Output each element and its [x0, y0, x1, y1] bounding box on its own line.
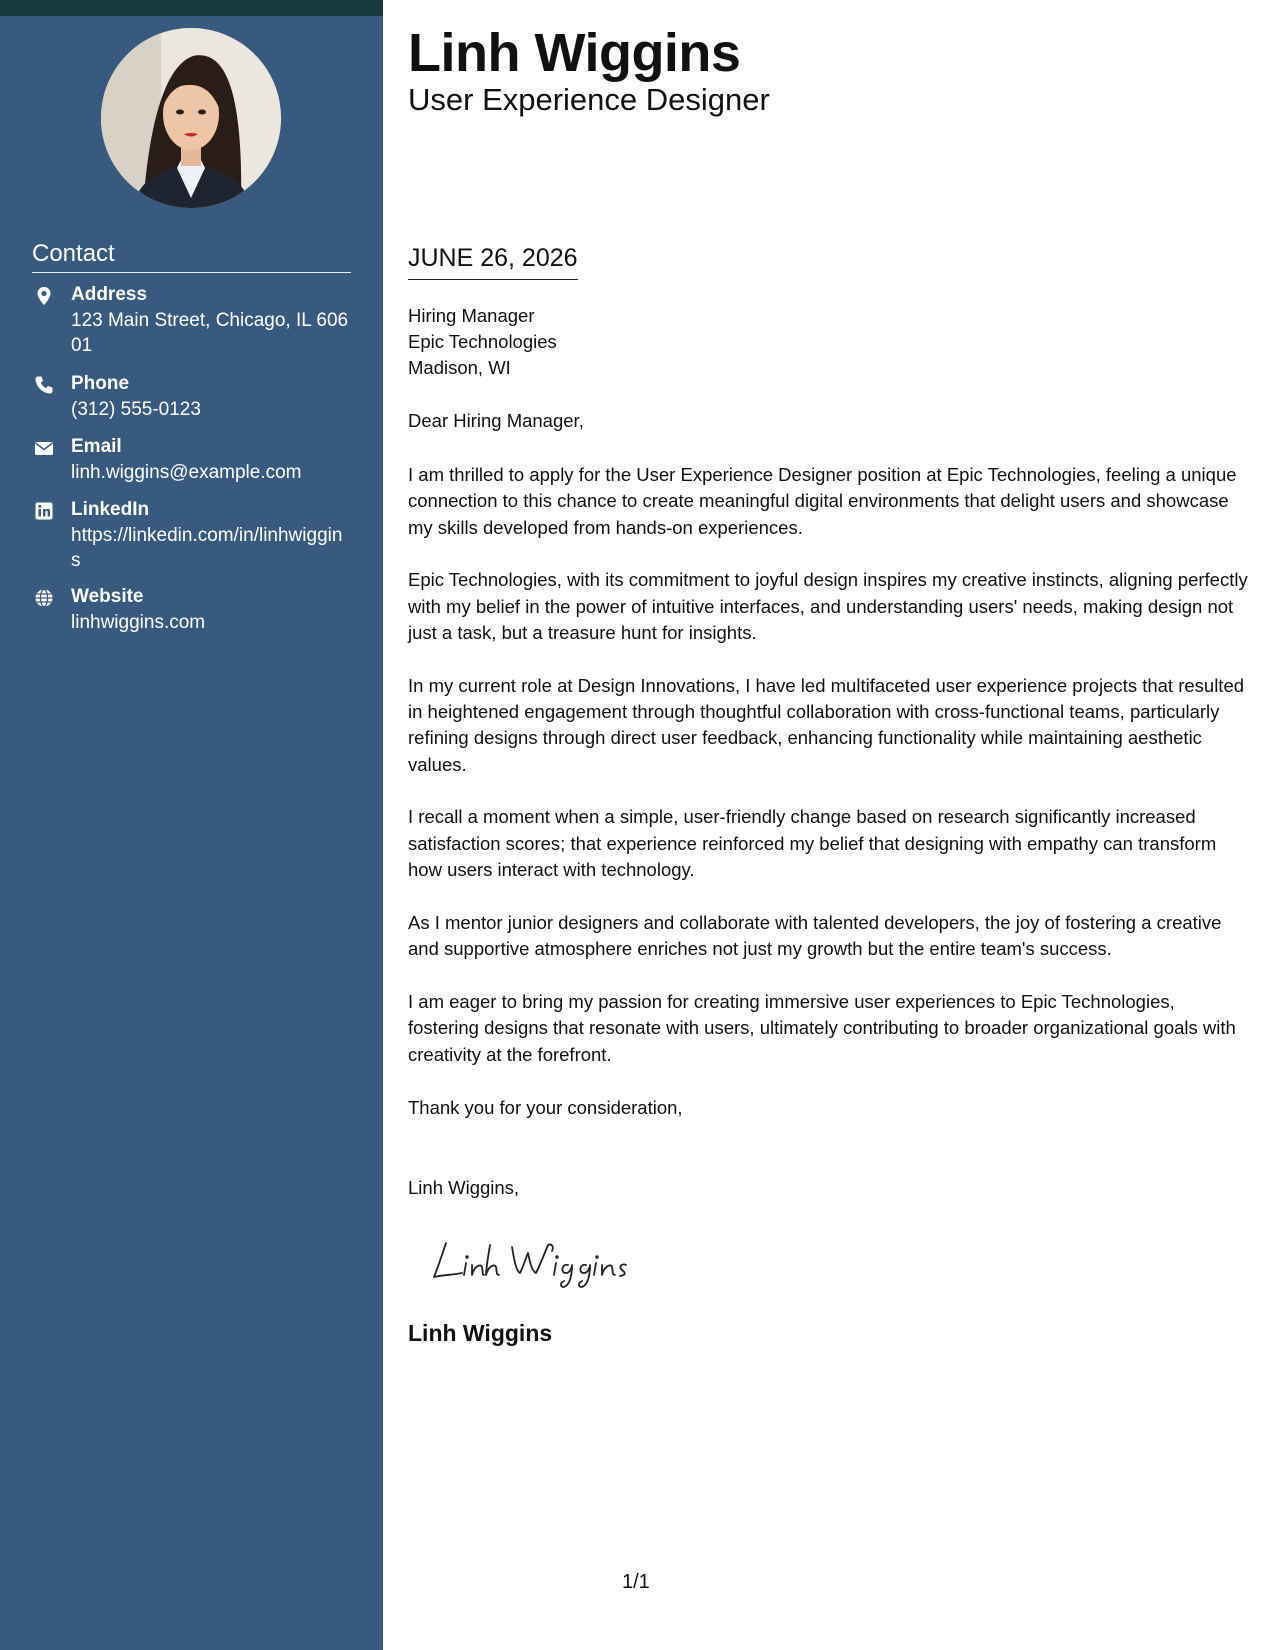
letter-paragraph: In my current role at Design Innovations, I have led multifaceted user experience projects that resulted in heightened engagement through thoughtful collaboration with cross-functional teams, particularly refining designs through direct user feedback, enhancing functionality while maintaining aesthetic values. — [408, 674, 1245, 775]
letter-paragraph: As I mentor junior designers and collaborate with talented developers, the joy of fostering a creative and supportive atmosphere enriches not just my growth but the entire team's success. — [408, 911, 1222, 960]
phone-label: Phone — [71, 373, 130, 394]
letter-paragraph: I am thrilled to apply for the User Experience Designer position at Epic Technologies, feeling a unique connection to this chance to create meaningful digital environments that delight users and showcase my skills developed from hands-on experiences. — [408, 464, 1237, 538]
phone-icon — [34, 375, 54, 395]
letter-paragraph: Epic Technologies, with its commitment to joyful design inspires my creative instincts, aligning perfectly with my belief in the power of intuitive interfaces, and understanding users' needs, making design not just a task, but a treasure hunt for insights. — [408, 569, 1248, 643]
website-label: Website — [71, 586, 144, 607]
email-label: Email — [71, 436, 122, 457]
recipient-block — [408, 303, 557, 381]
recipient-location: Madison, WI — [408, 357, 511, 378]
address-label: Address — [71, 284, 148, 305]
email-value[interactable]: linh.wiggins@example.com — [71, 462, 302, 483]
letter-body — [408, 462, 1250, 1094]
contact-heading: Contact — [32, 240, 351, 273]
envelope-icon — [34, 438, 54, 458]
letter-closing: Thank you for your consideration, — [408, 1097, 683, 1118]
linkedin-icon — [34, 501, 54, 521]
website-value[interactable]: linhwiggins.com — [71, 612, 206, 633]
globe-icon — [34, 588, 54, 608]
recipient-name: Hiring Manager — [408, 305, 535, 326]
page-number: 1/1 — [622, 1571, 650, 1593]
linkedin-label: LinkedIn — [71, 499, 150, 520]
profile-photo — [101, 28, 281, 208]
address-value: 123 Main Street, Chicago, IL 60601 — [71, 310, 349, 356]
letter-date: JUNE 26, 2026 — [408, 244, 578, 280]
printed-name: Linh Wiggins — [408, 1320, 553, 1346]
phone-value[interactable]: (312) 555-0123 — [71, 399, 201, 420]
recipient-company: Epic Technologies — [408, 331, 557, 352]
handwritten-signature — [428, 1225, 658, 1295]
applicant-name: Linh Wiggins — [408, 23, 741, 83]
salutation: Dear Hiring Manager, — [408, 410, 584, 431]
map-pin-icon — [34, 286, 54, 306]
linkedin-value[interactable]: https://linkedin.com/in/linhwiggins — [71, 525, 343, 571]
sidebar — [0, 0, 383, 1650]
letter-paragraph: I recall a moment when a simple, user-friendly change based on research significantly increased satisfaction scores; that experience reinforced my belief that designing with empathy can transform how users interact with technology. — [408, 806, 1217, 881]
letter-signoff: Linh Wiggins, — [408, 1177, 520, 1198]
sidebar-top-bar — [0, 0, 383, 16]
letter-paragraph: I am eager to bring my passion for creating immersive user experiences to Epic Technologies, fostering designs that resonate with users, ultimately contributing to broader organizational goals with creativity at the forefront. — [408, 990, 1236, 1065]
applicant-title: User Experience Designer — [408, 82, 770, 117]
